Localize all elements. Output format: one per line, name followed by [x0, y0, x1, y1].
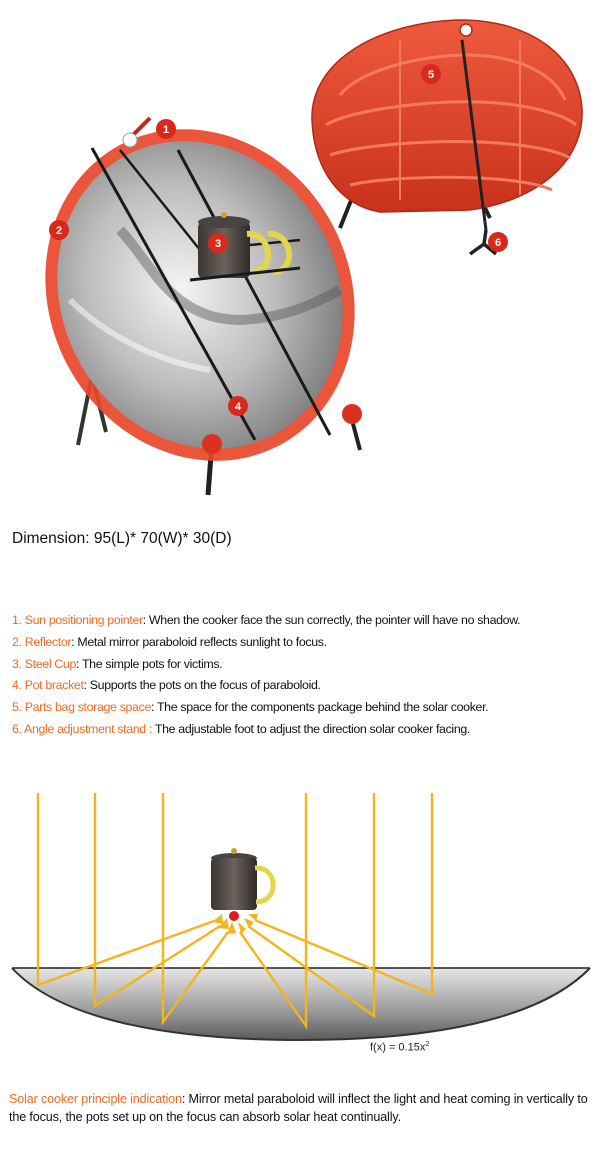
feature-item	[12, 697, 598, 719]
callout-2	[49, 220, 69, 240]
dimension-text: Dimension: 95(L)* 70(W)* 30(D)	[12, 530, 232, 547]
callout-1	[156, 119, 176, 139]
feature-desc: The adjustable foot to adjust the direction solar cooker facing.	[152, 721, 471, 736]
pot-icon	[211, 848, 273, 921]
feature-name: 2. Reflector	[12, 634, 72, 649]
rear-shell	[312, 20, 582, 254]
feature-item	[12, 654, 598, 676]
feature-item	[12, 675, 598, 697]
focus-point	[229, 911, 239, 921]
principle-title: Solar cooker principle indication	[9, 1092, 182, 1106]
formula-base: f(x) = 0.15x	[370, 1041, 426, 1054]
feature-desc: : When the cooker face the sun correctly, the pointer will have no shadow.	[142, 613, 521, 627]
callout-3	[208, 233, 228, 253]
feature-name: 6. Angle adjustment stand :	[12, 721, 153, 736]
feature-name: 3. Steel Cup	[12, 656, 76, 671]
svg-text:4: 4	[234, 401, 242, 413]
principle-desc: : Mirror metal paraboloid will inflect the light and heat coming in vertically to the focus, the pots set up on the focus can absorb solar heat continually.	[9, 1092, 588, 1124]
feature-item	[12, 632, 598, 654]
feature-desc: : Metal mirror paraboloid reflects sunlight to focus.	[71, 634, 327, 649]
callout-6	[488, 232, 508, 252]
feature-desc: : The space for the components package behind the solar cooker.	[151, 700, 489, 715]
callout-5	[421, 64, 441, 84]
svg-text:3: 3	[214, 238, 222, 250]
svg-text:2: 2	[55, 225, 63, 237]
formula-exponent: 2	[425, 1041, 430, 1048]
principle-caption	[9, 1090, 594, 1126]
product-illustration	[0, 0, 600, 510]
feature-name: 4. Pot bracket	[12, 678, 84, 693]
feature-desc: : Supports the pots on the focus of paraboloid.	[83, 678, 321, 693]
svg-text:1: 1	[162, 124, 170, 136]
feature-list	[12, 610, 598, 741]
principle-diagram	[0, 780, 600, 1080]
feature-name: 5. Parts bag storage space	[12, 700, 151, 715]
callout-4	[228, 396, 248, 416]
feature-item	[12, 610, 598, 632]
feature-name: 1. Sun positioning pointer	[12, 613, 143, 627]
feature-desc: : The simple pots for victims.	[76, 656, 223, 671]
parabola-formula	[370, 1041, 429, 1054]
svg-text:5: 5	[427, 69, 435, 81]
feature-item	[12, 719, 598, 741]
svg-text:6: 6	[494, 237, 502, 249]
